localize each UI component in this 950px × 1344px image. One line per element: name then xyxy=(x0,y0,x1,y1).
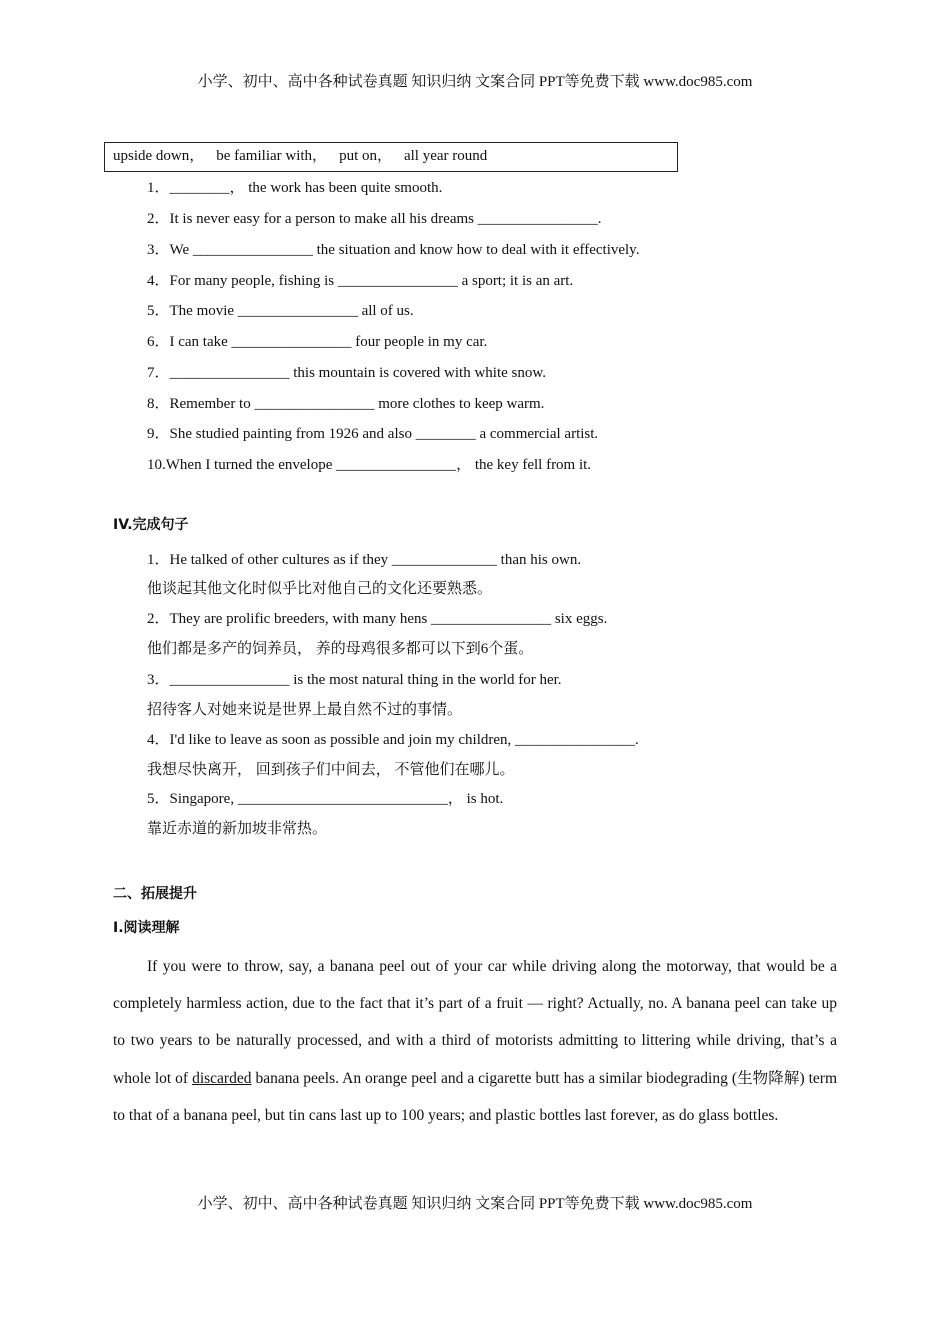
sentence-english: 1．He talked of other cultures as if they ______________ than his own. xyxy=(147,552,582,568)
sentence-chinese: 靠近赤道的新加坡非常热。 xyxy=(147,821,328,837)
word-bank-item: all year round xyxy=(403,148,488,164)
blank-question: 8．Remember to ________________ more clothes to keep warm. xyxy=(147,396,545,412)
blank-question: 6．I can take ________________ four people in my car. xyxy=(147,334,488,350)
blank-question: 2．It is never easy for a person to make all his dreams ________________. xyxy=(147,211,602,227)
sentence-chinese: 他谈起其他文化时似乎比对他自己的文化还要熟悉。 xyxy=(147,581,493,597)
blank-question: 4．For many people, fishing is ________________ a sport; it is an art. xyxy=(147,273,574,289)
blank-question: 1．________， the work has been quite smooth. xyxy=(147,180,443,196)
blank-question: 3．We ________________ the situation and know how to deal with it effectively. xyxy=(147,242,640,258)
sentence-chinese: 他们都是多产的饲养员， 养的母鸡很多都可以下到6个蛋。 xyxy=(147,641,534,657)
blank-question: 7．________________ this mountain is covered with white snow. xyxy=(147,365,546,381)
word-bank-box xyxy=(104,142,678,172)
section-two-title: 二、拓展提升 xyxy=(113,886,197,902)
blank-question: 10.When I turned the envelope ________________， the key fell from it. xyxy=(147,457,592,473)
reading-title: I.阅读理解 xyxy=(113,920,180,936)
word-bank-item: put on， xyxy=(339,148,392,164)
blank-question: 5．The movie ________________ all of us. xyxy=(147,303,414,319)
blank-question: 9．She studied painting from 1926 and also ________ a commercial artist. xyxy=(147,426,599,442)
sentence-english: 5．Singapore, ____________________________， is hot. xyxy=(147,791,504,807)
page-footer: 小学、初中、高中各种试卷真题 知识归纳 文案合同 PPT等免费下载 www.doc985.com xyxy=(197,1196,753,1212)
word-bank-item: be familiar with， xyxy=(216,148,328,164)
sentence-chinese: 招待客人对她来说是世界上最自然不过的事情。 xyxy=(147,702,463,718)
sentence-chinese: 我想尽快离开， 回到孩子们中间去， 不管他们在哪儿。 xyxy=(147,762,515,778)
sentence-english: 2．They are prolific breeders, with many hens ________________ six eggs. xyxy=(147,611,608,627)
sentence-english: 3．________________ is the most natural thing in the world for her. xyxy=(147,672,562,688)
sentence-english: 4．I'd like to leave as soon as possible and join my children, ________________. xyxy=(147,732,639,748)
section-iv-title: IV.完成句子 xyxy=(113,517,189,533)
word-bank-item: upside down， xyxy=(113,148,205,164)
underlined-word: discarded xyxy=(192,1069,252,1087)
reading-paragraph: If you were to throw, say, a banana peel out of your car while driving along the motorway, that would be a completely harmless action, due to the fact that it’s part of a fruit — right? Actually, no. A banana peel can take up to two years to be naturally processed, and with a third of motorists admitting to littering while driving, that’s a whole lot of discarded banana peels. An orange peel and a cigarette butt has a similar biodegrading (生物降解) term to that of a banana peel, but tin cans last up to 100 years; and plastic bottles last forever, as do glass bottles. xyxy=(113,958,838,1124)
page-header: 小学、初中、高中各种试卷真题 知识归纳 文案合同 PPT等免费下载 www.doc985.com xyxy=(197,74,753,90)
